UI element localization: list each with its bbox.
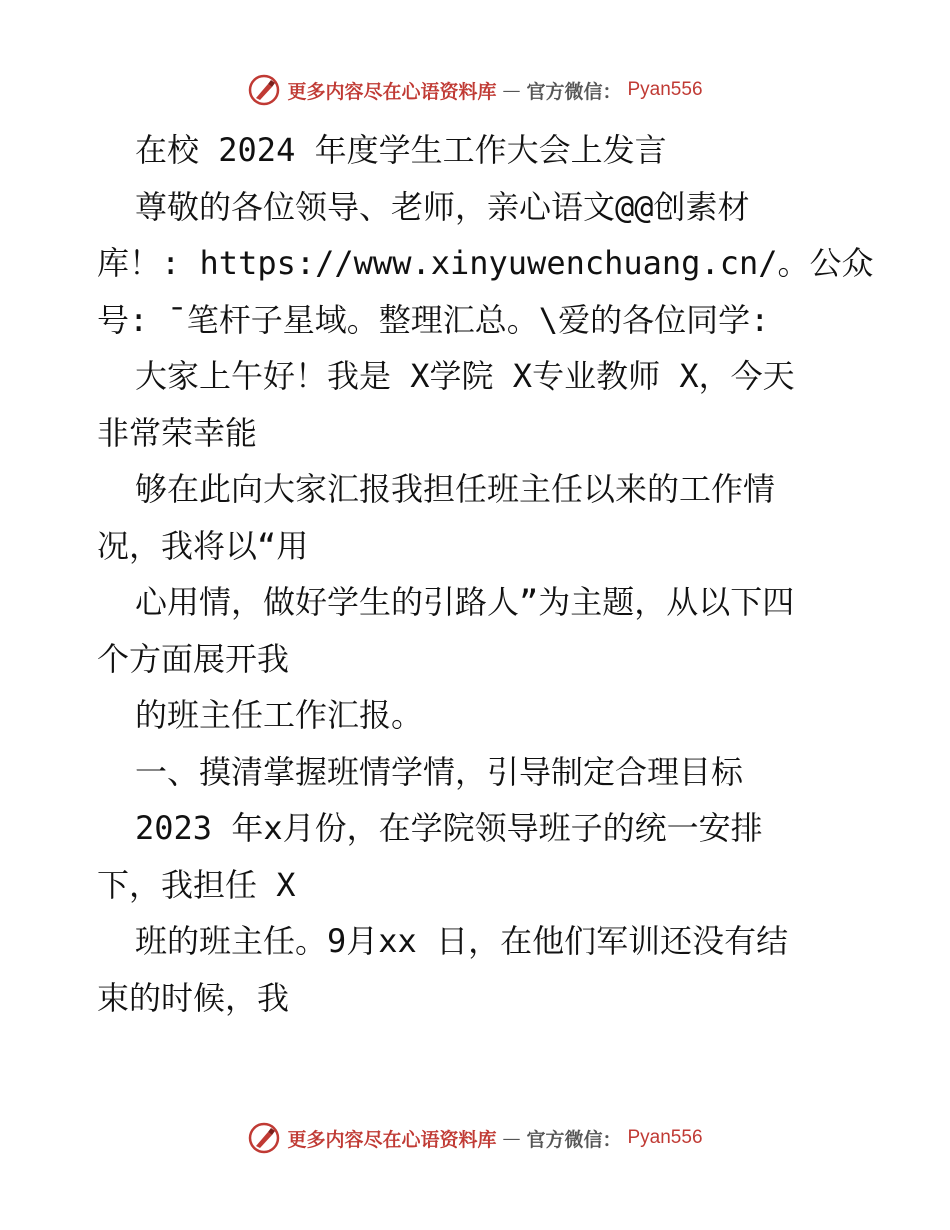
text-line: 够在此向大家汇报我担任班主任以来的工作情 xyxy=(135,470,776,508)
text-line: 大家上午好！我是 X学院 X专业教师 X，今天 xyxy=(135,357,795,395)
text-line: 非常荣幸能 xyxy=(97,413,258,452)
banner-wechat-id: Pyan556 xyxy=(627,79,703,100)
banner-wechat-id: Pyan556 xyxy=(627,1127,703,1148)
text-line: 束的时候，我 xyxy=(97,978,290,1017)
text-line: 库！: https://www.xinyuwenchuang.cn/。公众 xyxy=(97,244,874,282)
text-line: 2023 年x月份，在学院领导班子的统一安排 xyxy=(135,809,763,847)
footer-banner xyxy=(0,1118,950,1158)
document-body xyxy=(97,122,874,1026)
pen-logo-icon xyxy=(247,73,281,107)
text-line: 尊敬的各位领导、老师，亲心语文@@创素材 xyxy=(135,187,750,226)
banner-wechat-label: 官方微信： xyxy=(526,1128,622,1151)
document-title: 在校 2024 年度学生工作大会上发言 xyxy=(135,131,667,169)
banner-site-text: 更多内容尽在心语资料库 xyxy=(287,80,497,103)
banner-separator: — xyxy=(502,79,521,101)
banner-site-text: 更多内容尽在心语资料库 xyxy=(287,1128,497,1151)
text-line: 班的班主任。9月xx 日，在他们军训还没有结 xyxy=(135,922,789,960)
text-line: 号: ¯笔杆子星域。整理汇总。\爱的各位同学: xyxy=(97,300,770,339)
text-line: 下，我担任 X xyxy=(97,865,296,904)
section-heading: 一、摸清掌握班情学情，引导制定合理目标 xyxy=(135,752,744,791)
banner-wechat-label: 官方微信： xyxy=(526,80,622,103)
text-line: 的班主任工作汇报。 xyxy=(135,696,424,734)
header-banner xyxy=(0,70,950,110)
banner-separator: — xyxy=(502,1127,521,1149)
text-line: 心用情，做好学生的引路人”为主题，从以下四 xyxy=(135,583,795,621)
text-line: 个方面展开我 xyxy=(97,639,290,678)
text-line: 况，我将以“用 xyxy=(97,526,309,565)
pen-logo-icon xyxy=(247,1121,281,1155)
